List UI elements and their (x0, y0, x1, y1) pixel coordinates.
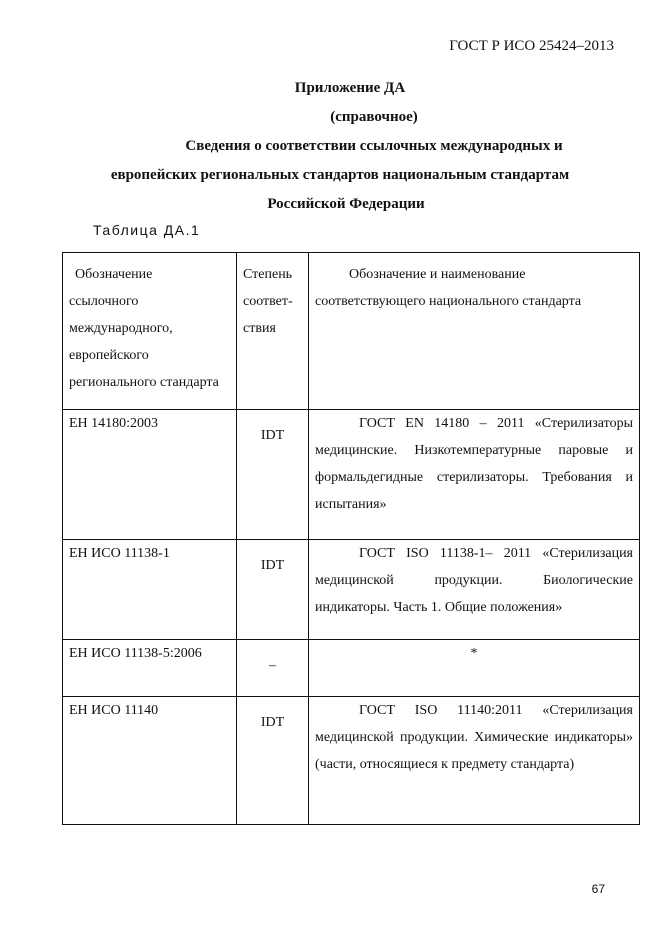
header-text: ссылочного (69, 294, 139, 309)
appendix-title-line: Сведения о соответствии ссылочных международных и (185, 138, 563, 154)
degree-cell: IDT (237, 540, 309, 640)
appendix-heading: Приложение ДА (294, 80, 406, 96)
national-standard-cell (309, 540, 640, 640)
degree-cell: IDT (237, 697, 309, 825)
standard-id-cell: ЕН 14180:2003 (63, 410, 237, 540)
national-standard-text: ГОСТ ISO 11138-1– 2011 «Стерилизация медицинской продукции. Биологические индикаторы. Часть 1. Общие положения» (315, 546, 633, 615)
page-number: 67 (591, 882, 605, 896)
appendix-title-line: европейских региональных стандартов национальным стандартам (110, 167, 570, 183)
table-row (63, 410, 640, 540)
degree-cell: – (237, 640, 309, 697)
national-standard-cell (309, 697, 640, 825)
standard-id-cell: ЕН ИСО 11138-1 (63, 540, 237, 640)
national-standard-text: ГОСТ EN 14180 – 2011 «Стерилизаторы медицинские. Низкотемпературные паровые и формальдегидные стерилизаторы. Требования и испытания» (315, 416, 633, 512)
table-caption: Таблица ДА.1 (93, 222, 201, 238)
header-text: Обозначение (75, 267, 153, 282)
standard-id-cell: ЕН ИСО 11140 (63, 697, 237, 825)
table-row (63, 540, 640, 640)
header-text: ствия (243, 321, 276, 336)
appendix-status: (справочное) (330, 109, 418, 125)
national-standard-text: ГОСТ ISO 11140:2011 «Стерилизация медицинской продукции. Химические индикаторы» (части, относящиеся к предмету стандарта) (315, 703, 633, 772)
degree-cell: IDT (237, 410, 309, 540)
standards-table (62, 252, 640, 825)
national-standard-cell (309, 410, 640, 540)
header-cell-reference-standard (63, 253, 237, 410)
document-code: ГОСТ Р ИСО 25424–2013 (449, 38, 614, 54)
table-row (63, 640, 640, 697)
header-text: регионального стандарта (69, 375, 219, 390)
header-cell-national-standard (309, 253, 640, 410)
header-cell-degree (237, 253, 309, 410)
header-text: международного, (69, 321, 173, 336)
header-text: соответствующего национального стандарта (315, 294, 582, 309)
table-header-row (63, 253, 640, 410)
standard-id-cell: ЕН ИСО 11138-5:2006 (63, 640, 237, 697)
national-standard-cell: * (309, 640, 640, 697)
header-text: европейского (69, 348, 149, 363)
table-row (63, 697, 640, 825)
appendix-title (40, 74, 660, 219)
header-text: соответ- (243, 294, 293, 309)
appendix-title-line: Российской Федерации (267, 196, 425, 212)
header-text: Обозначение и наименование (349, 267, 526, 282)
header-text: Степень (243, 267, 293, 282)
